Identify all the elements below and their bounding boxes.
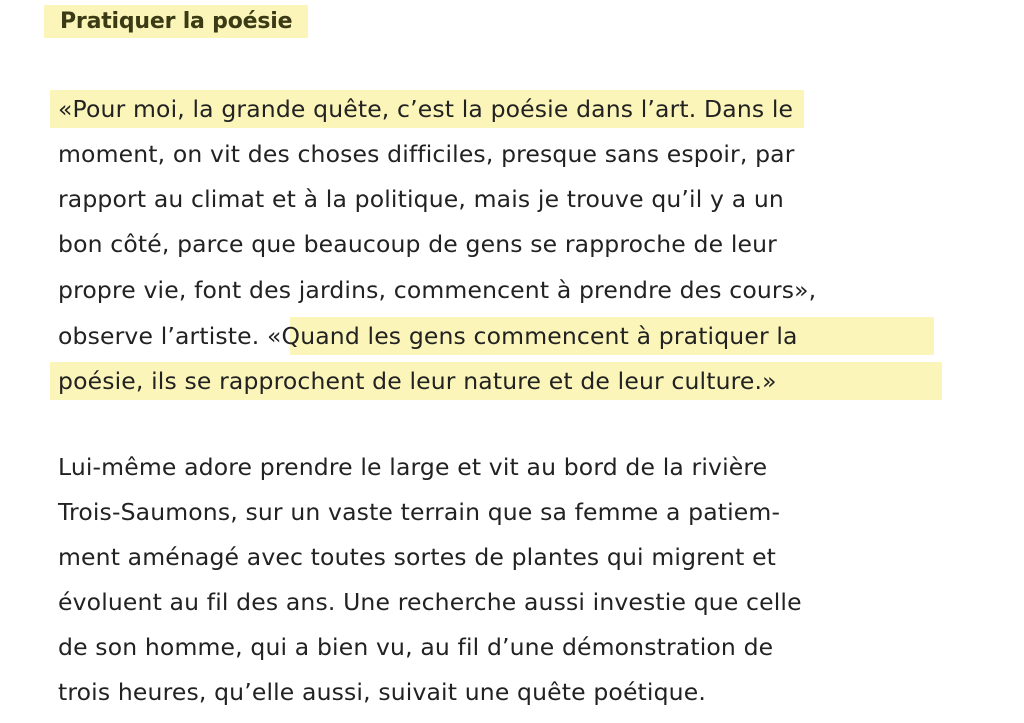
body-text: observe l’artiste. bbox=[58, 322, 268, 350]
quote-text-2: «Quand les gens commencent à pratiquer la bbox=[267, 322, 798, 350]
section-heading: Pratiquer la poésie bbox=[60, 9, 293, 34]
paragraph-1-line-2: moment, on vit des choses difficiles, presque sans espoir, par bbox=[58, 140, 795, 168]
paragraph-2-line-4: évoluent au fil des ans. Une recherche aussi investie que celle bbox=[58, 588, 802, 616]
paragraph-1-line-7: poésie, ils se rapprochent de leur nature et de leur culture.» bbox=[58, 367, 777, 395]
paragraph-1-line-6 bbox=[58, 317, 798, 355]
paragraph-2-line-6: trois heures, qu’elle aussi, suivait une quête poétique. bbox=[58, 678, 706, 706]
body-text: Dans le bbox=[696, 95, 794, 123]
section-heading-highlight bbox=[44, 5, 308, 38]
paragraph-1-line-4: bon côté, parce que beaucoup de gens se rapproche de leur bbox=[58, 230, 777, 258]
paragraph-2-line-3: ment aménagé avec toutes sortes de plantes qui migrent et bbox=[58, 543, 777, 571]
paragraph-2-line-1: Lui-même adore prendre le large et vit au bord de la rivière bbox=[58, 453, 768, 481]
paragraph-1-line-3: rapport au climat et à la politique, mais je trouve qu’il y a un bbox=[58, 185, 784, 213]
paragraph-1-line-5: propre vie, font des jardins, commencent à prendre des cours», bbox=[58, 276, 817, 304]
paragraph-2-line-2: Trois-Saumons, sur un vaste terrain que sa femme a patiem- bbox=[58, 498, 781, 526]
paragraph-1-line-1 bbox=[58, 90, 793, 128]
quote-text-1: «Pour moi, la grande quête, c’est la poésie dans l’art. bbox=[58, 95, 697, 123]
paragraph-2-line-5: de son homme, qui a bien vu, au fil d’une démonstration de bbox=[58, 633, 774, 661]
